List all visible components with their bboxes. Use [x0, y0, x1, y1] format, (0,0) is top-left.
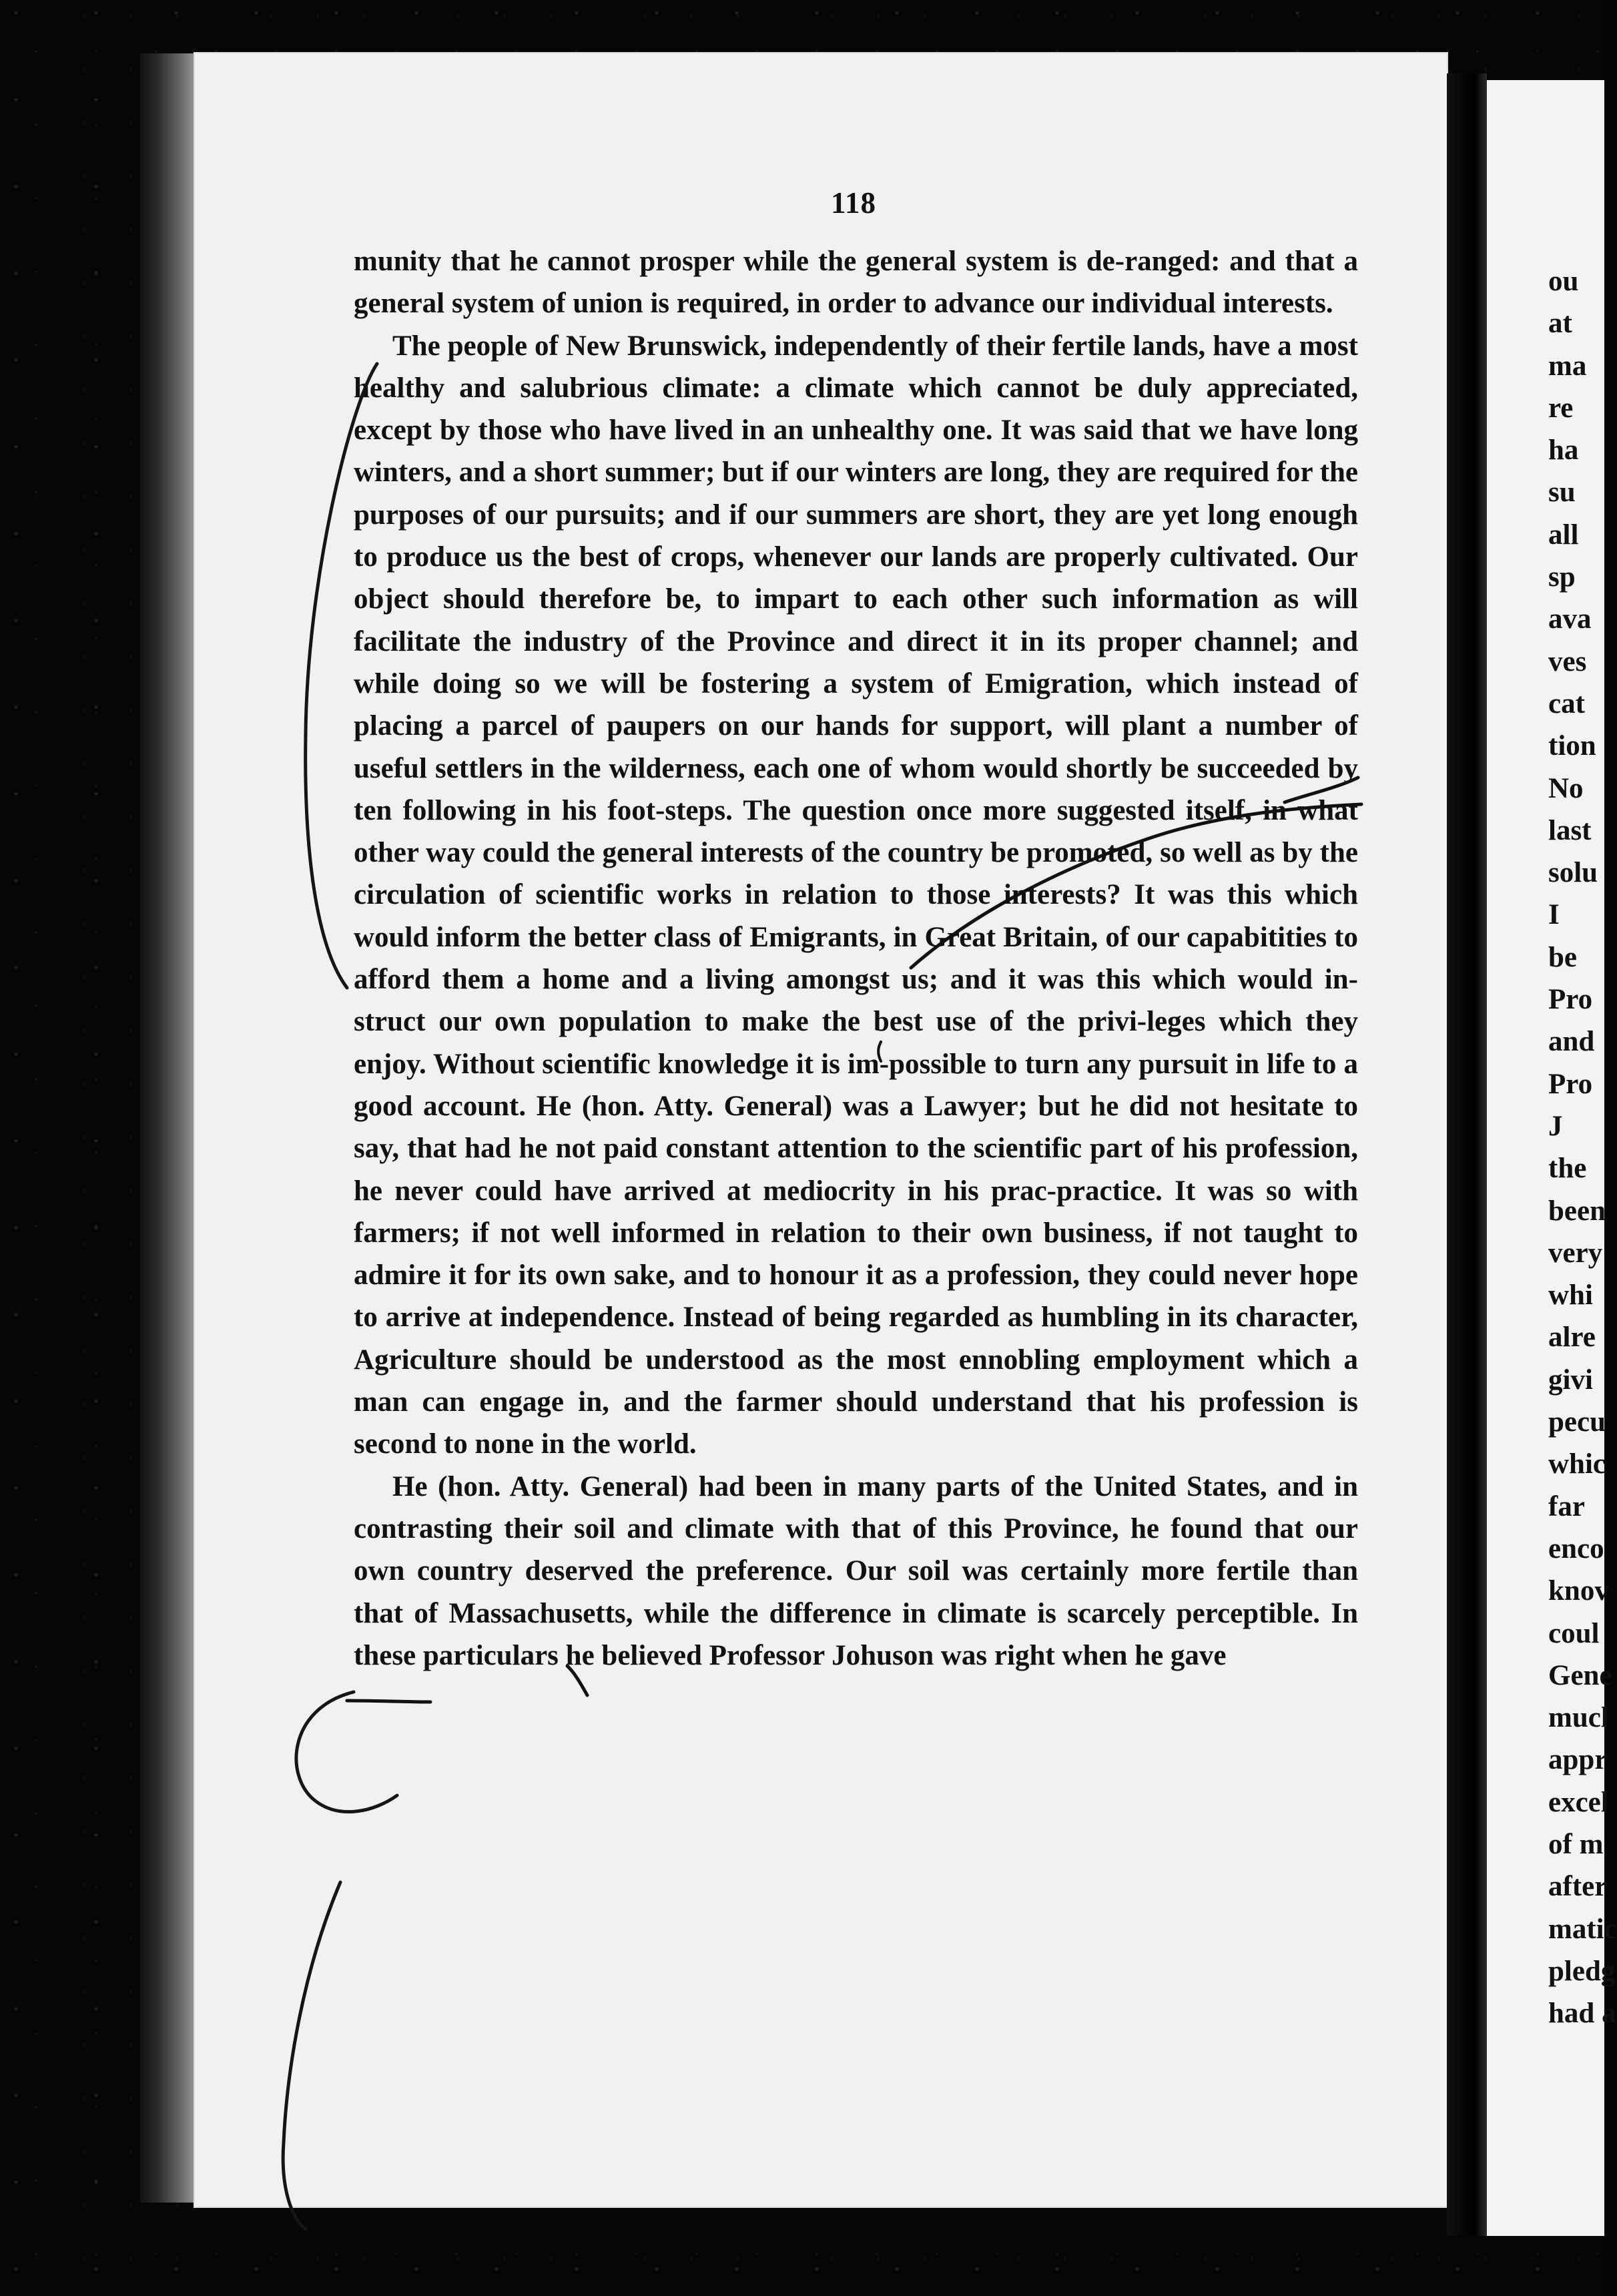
book-gutter: [140, 53, 197, 2203]
adjacent-page-text: ou at ma re ha su all sp ava ves cat tion No last solu I be Pro and Pro J the been very whi alre givi pecu whic far enco knov coul Gene mucl appr excel of m after matic pledg had a: [1548, 266, 1617, 2030]
page-number: 118: [831, 186, 877, 220]
document-text: [354, 240, 1358, 2142]
paragraph-continued: munity that he cannot prosper while the general system is de-ranged: and that a general system of union is required, in order to advance our individual interests.: [354, 246, 1358, 320]
paragraph-united-states-comparison: He (hon. Atty. General) had been in many parts of the United States, and in contrasting their soil and climate with that of this Province, he found that our own country deserved the preference. Our soil was certainly more fertile than that of Massachusetts, while the difference in climate is scarcely perceptible. In these particulars he believed Professor Johuson was right when he gave: [354, 1470, 1358, 1671]
paragraph-new-brunswick-climate: The people of New Brunswick, independently of their fertile lands, have a most healthy and salubrious climate: a climate which cannot be duly appreciated, except by those who have lived in an unhealthy one. It was said that we have long winters, and a short summer; but if our winters are long, they are required for the purposes of our pursuits; and if our summers are short, they are yet long enough to produce us the best of crops, whenever our lands are properly cultivated. Our object should therefore be, to impart to each other such information as will facilitate the industry of the Province and direct it in its proper channel; and while doing so we will be fostering a system of Emigration, which instead of placing a parcel of paupers on our hands for support, will plant a number of useful settlers in the wilderness, each one of whom would shortly be succeeded by ten following in his foot-steps. The question once more suggested itself, in what other way could the general interests of the country be promoted, so well as by the circulation of scientific works in relation to those interests? It was this which would inform the better class of Emigrants, in Great Britain, of our capabitities to afford them a home and a living amongst us; and it was this which would in-struct our own population to make the best use of the privi-leges which they enjoy. Without scientific knowledge it is im-possible to turn any pursuit in life to a good account. He (hon. Atty. General) was a Lawyer; but he did not hesitate to say, that had he not paid constant attention to the scientific part of his profession, he never could have arrived at mediocrity in his prac-practice. It was so with farmers; if not well informed in relation to their own business, if not taught to admire it for its own sake, and to honour it as a profession, they could never hope to arrive at independence. Instead of being regarded as humbling in its character, Agriculture should be understood as the most ennobling employment which a man can engage in, and the farmer should understand that his profession is second to none in the world.: [354, 330, 1358, 1460]
page-divider: [1447, 73, 1487, 2236]
